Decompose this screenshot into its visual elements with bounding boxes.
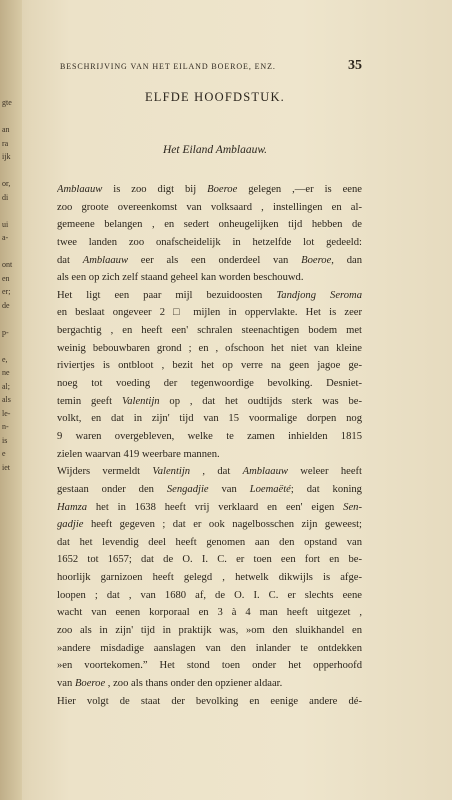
text-run: weleer heeft (287, 466, 362, 478)
text-run: wacht van eenen korporaal en 3 à 4 man heeft uitgezet , (57, 607, 362, 619)
text-run: van (57, 677, 75, 689)
margin-fragment: ra (2, 138, 9, 148)
italic-run: Valentijn (121, 395, 160, 407)
text-line (57, 657, 362, 675)
text-run: 1652 tot 1657; dat de O. I. C. er toen een fort en be- (57, 554, 362, 566)
text-line (57, 181, 362, 199)
text-line (57, 287, 362, 305)
text-run: weinig bebouwbaren grond ; en , ofschoon het niet van kleine (57, 342, 362, 354)
text-line (57, 516, 362, 534)
margin-fragment: e (2, 449, 6, 458)
text-run: gelegen ,—er is eene (237, 184, 362, 195)
margin-fragment: is (2, 435, 8, 445)
text-run: 9 waren overgebleven, welke te zamen inhielden 1815 (57, 430, 362, 442)
chapter-title: ELFDE HOOFDSTUK. (144, 90, 286, 104)
text-run: Het ligt een paar mijl bezuidoosten (57, 289, 277, 301)
text-run: zoo groote overeenkomst van volksaard , instellingen en al- (57, 201, 362, 213)
margin-fragment: an (2, 125, 10, 134)
text-line (57, 269, 362, 287)
text-run: bergachtig , en heeft een' schralen steenachtigen bodem met (57, 325, 362, 337)
margin-fragment: p- (2, 327, 9, 337)
italic-run: Hamza (57, 501, 88, 513)
text-line (57, 481, 362, 499)
text-run: van (208, 483, 250, 495)
text-run: ; dat koning (290, 483, 362, 495)
text-line (57, 587, 362, 605)
margin-fragment: n- (2, 422, 9, 431)
margin-fragment: ont (2, 260, 13, 269)
margin-fragment: ui (2, 219, 9, 229)
text-run: temin geeft (57, 395, 122, 407)
text-line (57, 551, 362, 569)
text-run: het in 1638 heeft vrij verklaard en een' eigen (87, 501, 344, 513)
text-line (57, 375, 362, 393)
italic-run: Tandjong Seroma (276, 289, 362, 301)
text-run: gemeene belangen , en sedert onheugelijken tijd hebben de (57, 219, 362, 231)
text-line (57, 322, 362, 340)
text-run: hoorlijk garnizoen heeft gelegd , hetwelk dikwijls is afge- (57, 572, 362, 584)
text-line (57, 640, 362, 658)
text-line (57, 216, 362, 234)
text-line (57, 304, 362, 322)
text-line (57, 675, 362, 693)
text-line (57, 234, 362, 252)
text-line (57, 604, 362, 622)
margin-fragment (2, 245, 20, 259)
italic-run: Boeroe (301, 254, 332, 266)
text-run: als een op zich zelf staand geheel kan worden beschouwd. (57, 272, 304, 284)
text-run: is zoo digt bij (102, 184, 208, 195)
italic-run: Amblaauw (242, 466, 288, 478)
text-run: noeg tot voeding der tegenwoordige bevolking. Desniet- (57, 378, 362, 390)
text-run: dat het levendig deel heeft genomen aan den opstand van (57, 536, 362, 548)
text-run: dat (57, 254, 83, 266)
margin-fragment (2, 164, 20, 178)
margin-fragment (2, 339, 20, 353)
text-run: , dan (331, 254, 362, 266)
text-run: zoo als in zijn' tijd in praktijk was, »om den sluikhandel en (57, 625, 362, 637)
text-run: heeft gegeven ; dat er ook nagelbosschen zijn geweest; (83, 519, 362, 531)
margin-fragment: als (2, 395, 11, 404)
margin-fragment: a- (2, 233, 9, 242)
text-run: op , dat het oudtijds sterk was be- (159, 395, 362, 407)
italic-run: Loemaëté (249, 483, 291, 495)
text-run: eer als een onderdeel van (128, 254, 302, 266)
text-line (57, 446, 362, 464)
text-run: , zoo als thans onder den opziener aldaar. (105, 677, 283, 689)
text-line (57, 428, 362, 446)
text-line (57, 622, 362, 640)
italic-run: Boeroe (207, 184, 238, 195)
italic-run: gadjie (57, 519, 84, 531)
margin-fragment: iet (2, 462, 10, 472)
text-line (57, 534, 362, 552)
running-head: BESCHRIJVING VAN HET EILAND BOEROE, ENZ. (60, 62, 276, 71)
text-run: »en voortekomen.” Het stond toen onder het opperhoofd (57, 660, 362, 672)
text-run: Wijders vermeldt (57, 466, 153, 478)
italic-run: Sen- (343, 501, 362, 513)
text-run: loopen ; dat , van 1680 af, de O. I. C. er slechts eene (57, 589, 362, 601)
margin-fragment: en (2, 273, 10, 283)
text-line (57, 499, 362, 517)
section-title: Het Eiland Amblaauw. (162, 144, 268, 156)
italic-run: Boeroe (74, 677, 106, 689)
page-number: 35 (348, 58, 362, 73)
italic-run: Amblaauw (57, 184, 103, 195)
text-line (57, 463, 362, 481)
margin-fragment: ijk (2, 152, 11, 161)
text-line (57, 410, 362, 428)
text-line (57, 357, 362, 375)
text-run: twee landen zoo onafscheidelijk in hetzelfde lot gedeeld: (57, 236, 362, 248)
margin-fragment: ne (2, 368, 10, 377)
margin-fragment: di (2, 192, 9, 202)
italic-run: Valentijn (152, 466, 191, 478)
text-line (57, 340, 362, 358)
margin-fragment (2, 312, 20, 326)
body-text (57, 181, 362, 710)
italic-run: Amblaauw (82, 254, 129, 266)
text-run: »andere misdadige aanslagen van den inlander te ontdekken (57, 642, 362, 654)
signature-mark (196, 782, 216, 788)
text-run: Hier volgt de staat der bevolking en eenige andere dé- (57, 695, 362, 707)
margin-fragment (2, 204, 20, 218)
margin-fragment: de (2, 300, 10, 310)
text-line (57, 393, 362, 411)
text-run: zielen waarvan 419 weerbare mannen. (57, 448, 220, 460)
text-run: , dat (190, 466, 243, 478)
margin-fragment: er; (2, 287, 11, 296)
margin-fragment: al; (2, 381, 10, 391)
text-run: en beslaat ongeveer 2 □ mijlen in oppervlakte. Het is zeer (57, 307, 362, 319)
margin-fragment (2, 110, 20, 124)
text-line (57, 252, 362, 270)
margin-fragment: le- (2, 408, 11, 418)
italic-run: Sengadjie (166, 483, 209, 495)
text-run: riviertjes is ontbloot , bezit het op verre na geen jagoe ge- (57, 360, 362, 372)
text-run: gestaan onder den (57, 483, 167, 495)
margin-fragment: or, (2, 179, 11, 188)
text-line (57, 199, 362, 217)
text-run: volkt, en dat in zijn' tijd van 15 voormalige dorpen nog (57, 413, 362, 425)
text-line (57, 569, 362, 587)
facing-page-text-fragments (2, 96, 20, 474)
margin-fragment: gte (2, 98, 12, 107)
margin-fragment: e, (2, 354, 8, 364)
text-line (57, 693, 362, 711)
